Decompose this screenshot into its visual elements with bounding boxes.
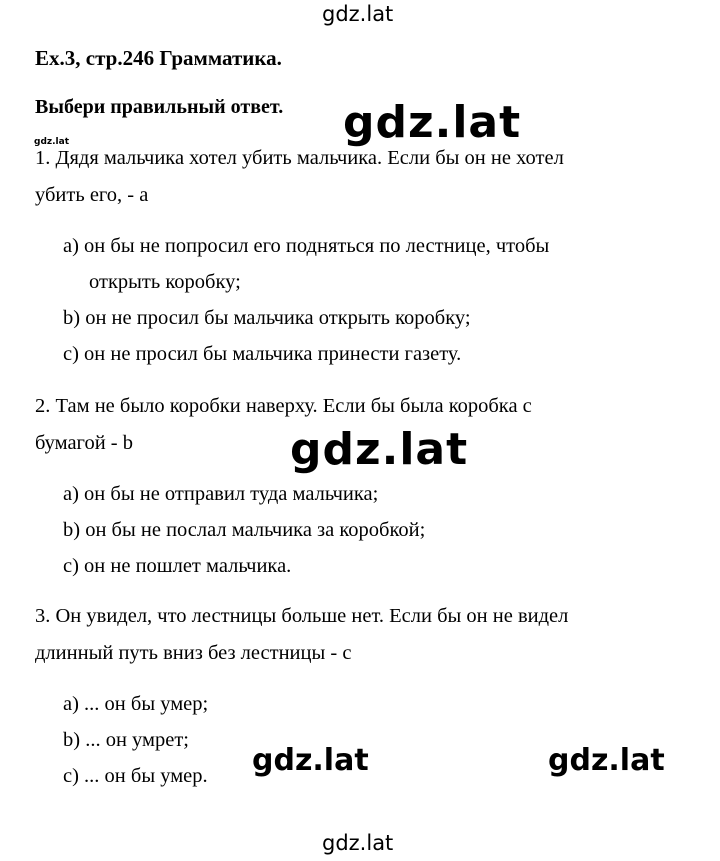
question-text: 2. Там не было коробки наверху. Если бы была коробка с	[35, 395, 532, 417]
answer-option: b) он не просил бы мальчика открыть коробку;	[63, 307, 471, 329]
question-text: 3. Он увидел, что лестницы больше нет. Если бы он не видел	[35, 605, 569, 627]
question-text: убить его, - a	[35, 184, 149, 206]
answer-option: b) он бы не послал мальчика за коробкой;	[63, 519, 426, 541]
watermark-medium: gdz.lat	[252, 743, 369, 778]
answer-option: c) он не просил бы мальчика принести газету.	[63, 343, 462, 365]
answer-option: открыть коробку;	[89, 271, 241, 293]
answer-option: c) ... он бы умер.	[63, 765, 208, 787]
question-text: 1. Дядя мальчика хотел убить мальчика. Если бы он не хотел	[35, 147, 564, 169]
watermark-medium: gdz.lat	[548, 743, 665, 778]
answer-option: a) ... он бы умер;	[63, 693, 209, 715]
question-text: бумагой - b	[35, 432, 134, 454]
watermark-small: gdz.lat	[34, 137, 70, 147]
instruction: Выбери правильный ответ.	[35, 96, 284, 118]
watermark-top: gdz.lat	[322, 2, 394, 26]
question-text: длинный путь вниз без лестницы - c	[35, 642, 352, 664]
answer-option: b) ... он умрет;	[63, 729, 190, 751]
answer-option: a) он бы не попросил его подняться по лестнице, чтобы	[63, 235, 550, 257]
answer-option: c) он не пошлет мальчика.	[63, 555, 292, 577]
watermark-bottom: gdz.lat	[322, 831, 394, 855]
watermark-large: gdz.lat	[343, 97, 522, 148]
exercise-title: Ex.3, стр.246 Грамматика.	[35, 46, 282, 70]
answer-option: a) он бы не отправил туда мальчика;	[63, 483, 379, 505]
watermark-large: gdz.lat	[290, 424, 469, 475]
